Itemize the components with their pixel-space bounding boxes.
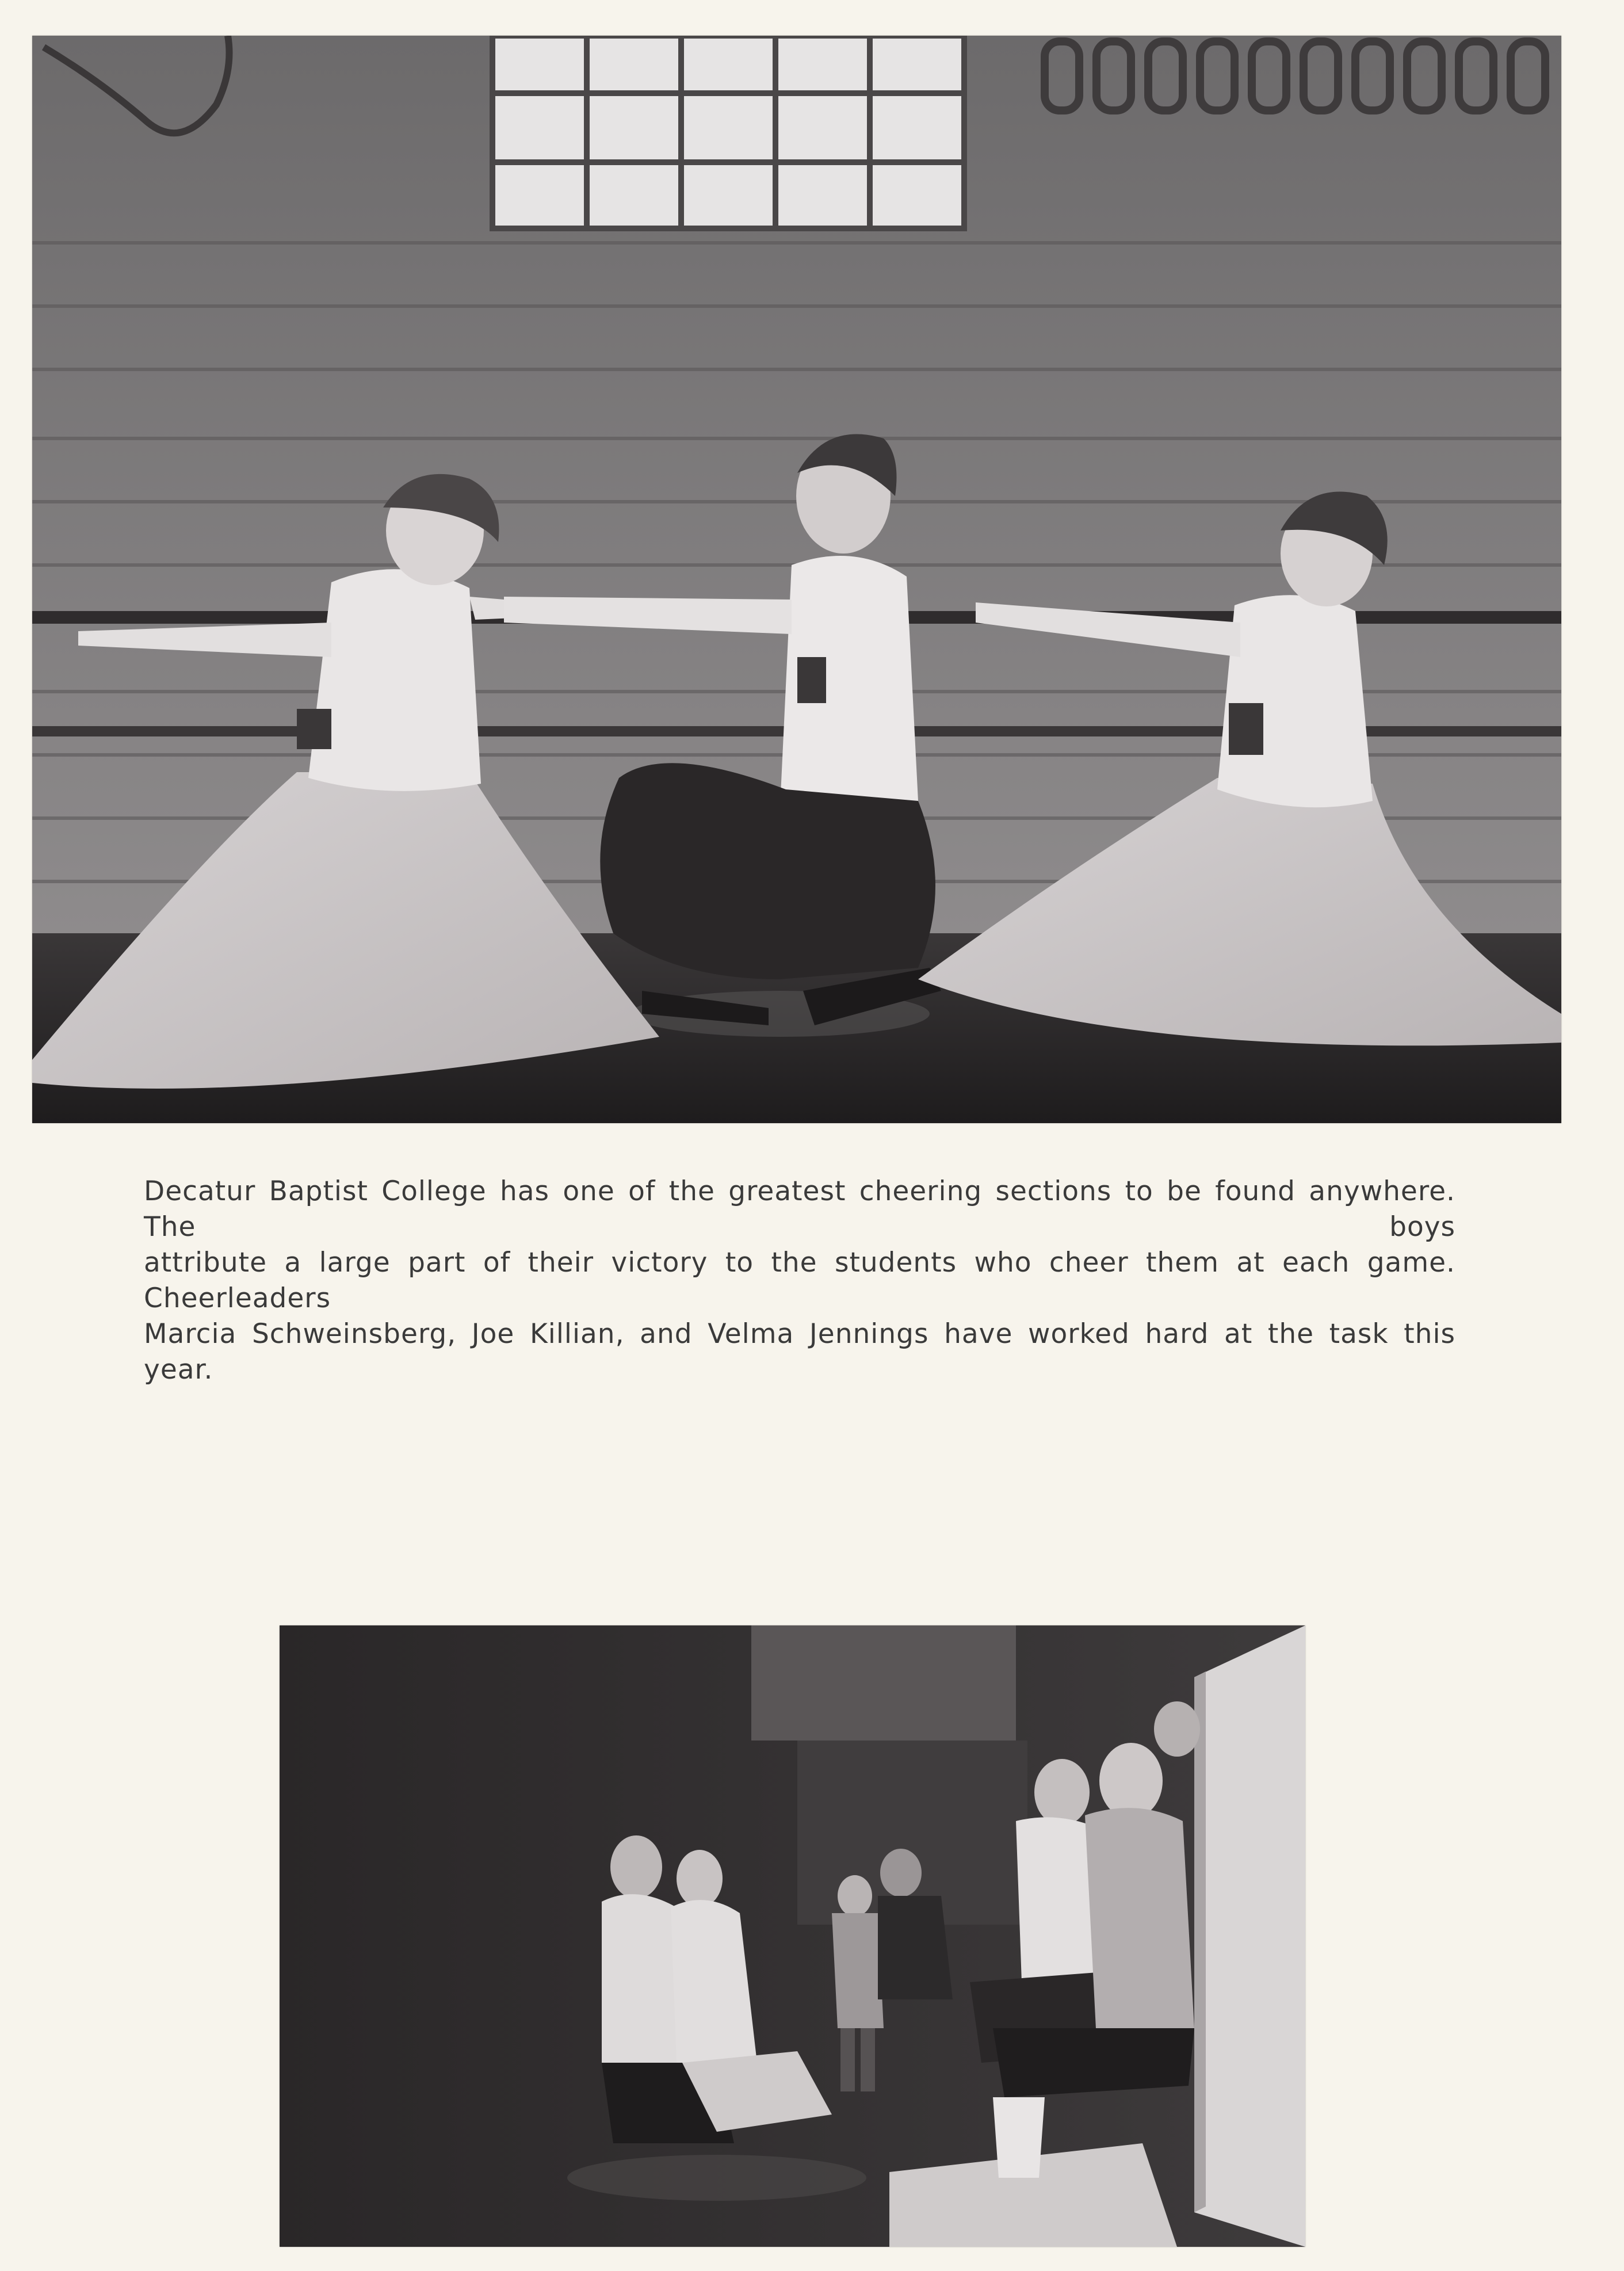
cheering-section-photo	[280, 1625, 1305, 2247]
cheerleaders-photo-image	[32, 36, 1561, 1123]
cheering-section-photo-image	[280, 1625, 1305, 2247]
caption-line-1: Decatur Baptist College has one of the greatest cheering sections to be found anywhere. The boys	[144, 1175, 1455, 1243]
cheerleaders-photo	[32, 36, 1561, 1123]
caption-line-3: Marcia Schweinsberg, Joe Killian, and Velma Jennings have worked hard at the task this year.	[144, 1318, 1455, 1385]
photo-caption	[144, 1174, 1455, 1388]
caption-line-2: attribute a large part of their victory to the students who cheer them at each game. Cheerleaders	[144, 1247, 1455, 1314]
